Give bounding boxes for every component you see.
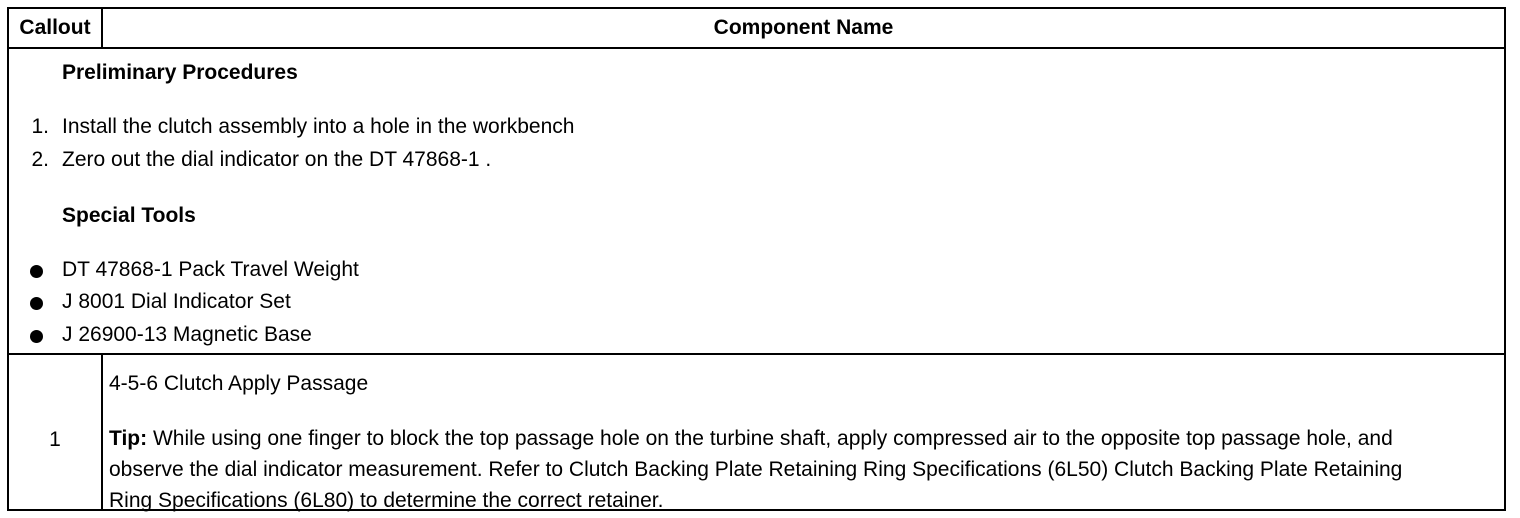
component-table [7, 7, 1506, 511]
tool-item: J 26900-13 Magnetic Base [62, 323, 312, 346]
table-row [9, 355, 1504, 511]
tip-label: Tip: [109, 427, 148, 450]
preliminary-section [9, 49, 1504, 355]
callout-number: 1 [49, 428, 61, 451]
step-text: Zero out the dial indicator on the DT 47868-1 . [62, 148, 492, 171]
tool-item: DT 47868-1 Pack Travel Weight [62, 258, 359, 281]
preliminary-procedures-heading: Preliminary Procedures [62, 61, 298, 84]
bullet-icon [30, 265, 43, 278]
step-text: Install the clutch assembly into a hole in the workbench [62, 115, 575, 138]
step-number: 2. [31, 148, 49, 171]
component-name: 4-5-6 Clutch Apply Passage [109, 372, 369, 395]
tip-text: While using one finger to block the top passage hole on the turbine shaft, apply compressed air to the opposite top passage hole, and observe the dial indicator measurement. Refer to Clutch Backing Plate Retaining Ring Specifications (6L50) Clutch Backing Plate Retaining Ring Specifications (6L80) to determine the correct retainer. [109, 427, 1403, 512]
tip-paragraph [109, 423, 1449, 516]
callout-header: Callout [9, 9, 103, 47]
table-header-row [9, 9, 1504, 49]
tool-item: J 8001 Dial Indicator Set [62, 290, 291, 313]
bullet-icon [30, 330, 43, 343]
step-number: 1. [31, 115, 49, 138]
component-name-header: Component Name [713, 16, 894, 39]
special-tools-heading: Special Tools [62, 204, 196, 227]
callout-cell [9, 355, 103, 511]
bullet-icon [30, 297, 43, 310]
